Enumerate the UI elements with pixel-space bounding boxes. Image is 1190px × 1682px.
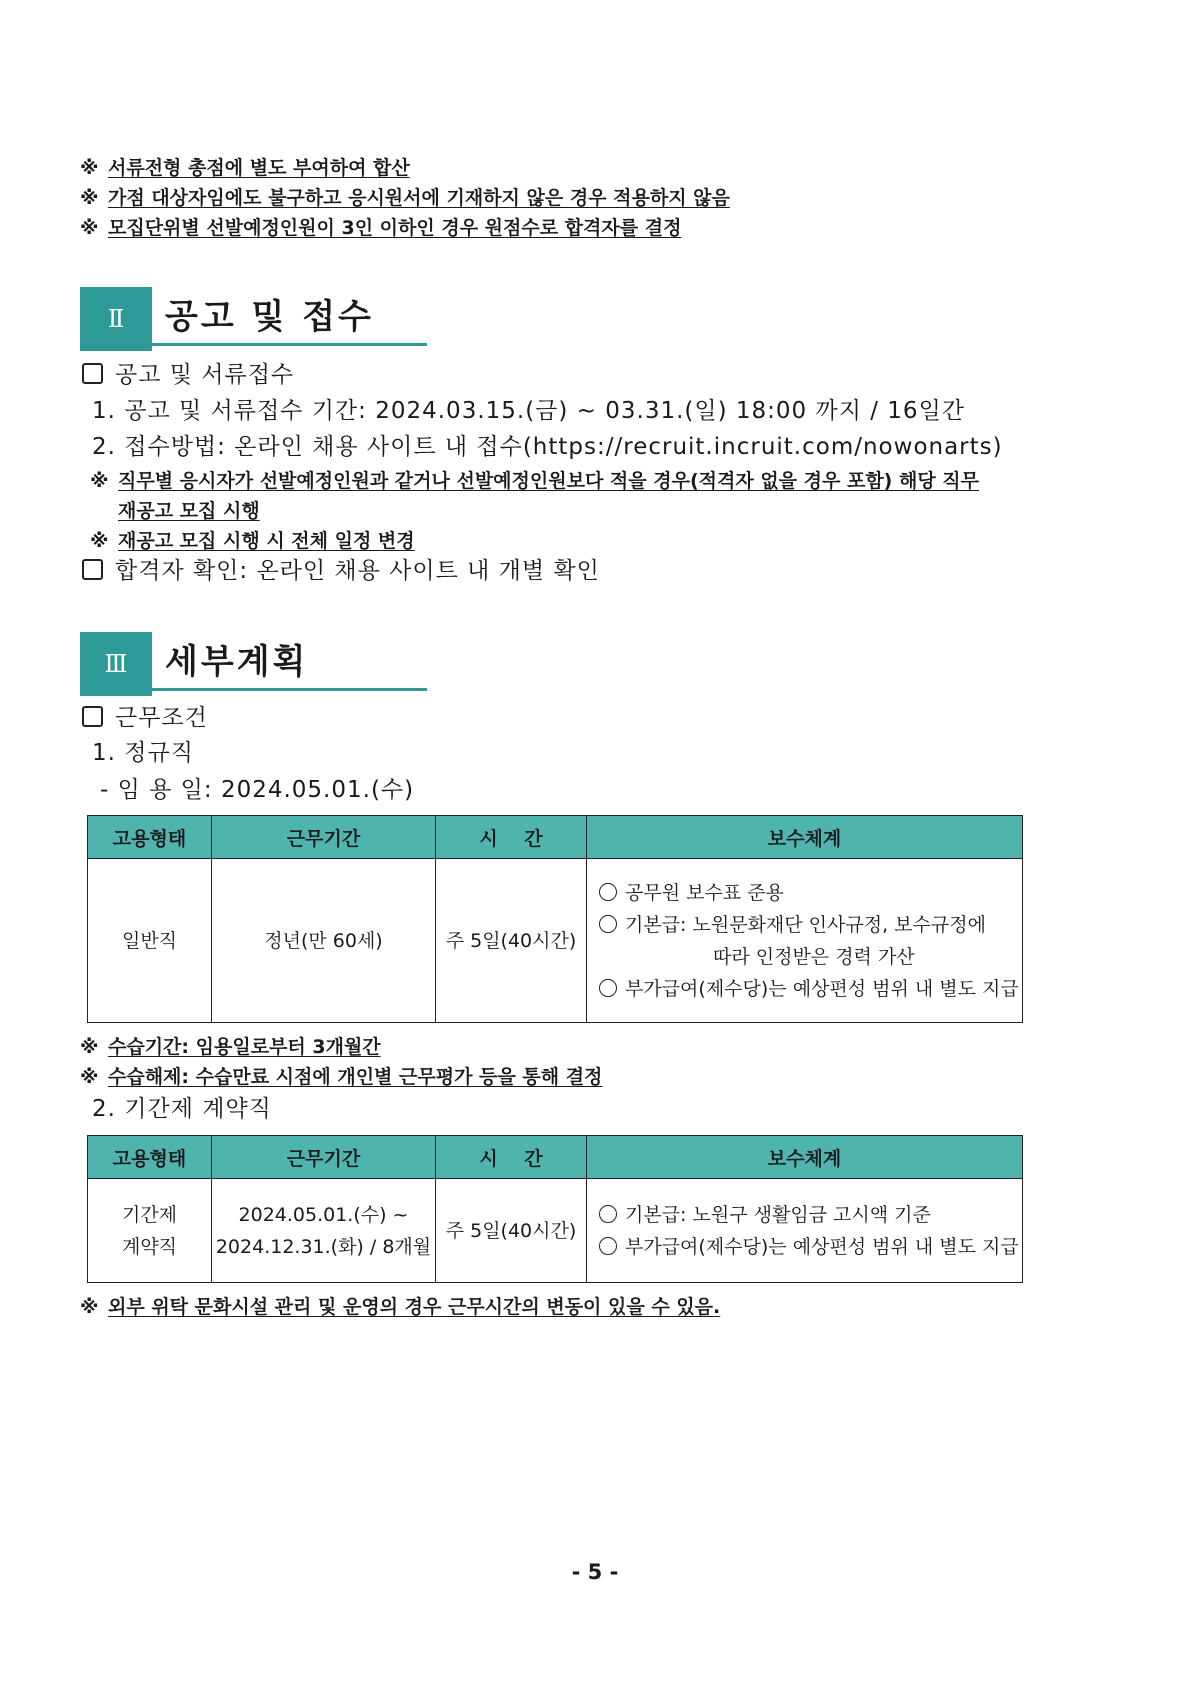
cell-employment-type: 기간제 계약직 <box>88 1179 212 1283</box>
announcement-period: 1. 공고 및 서류접수 기간: 2024.03.15.(금) ~ 03.31.(일) 18:00 까지 / 16일간 <box>92 398 966 424</box>
header-hours: 시 간 <box>436 816 587 859</box>
header-employment-type: 고용형태 <box>88 1136 212 1179</box>
cell-pay <box>587 1179 1023 1283</box>
cell-period: 2024.05.01.(수) ~ 2024.12.31.(화) / 8개월 <box>212 1179 436 1283</box>
circle-bullet-icon <box>599 915 617 933</box>
pay-line-continued: 따라 인정받은 경력 가산 <box>713 945 915 968</box>
header-hours: 시 간 <box>436 1136 587 1179</box>
appointment-date: - 임 용 일: 2024.05.01.(수) <box>100 777 415 803</box>
application-method: 2. 접수방법: 온라인 채용 사이트 내 접수(https://recruit.incruit.com/nowonarts) <box>92 434 1003 460</box>
header-period: 근무기간 <box>212 1136 436 1179</box>
reannouncement-note: ※ 직무별 응시자가 선발예정인원과 같거나 선발예정인원보다 적을 경우(적격자 없을 경우 포함) 해당 직무 <box>90 470 979 492</box>
note-text: 서류전형 총점에 별도 부여하여 합산 <box>108 157 410 179</box>
heading-announcement: 공고 및 서류접수 <box>82 360 294 390</box>
circle-bullet-icon <box>599 1237 617 1255</box>
circle-bullet-icon <box>599 1205 617 1223</box>
checkbox-square-icon <box>82 706 103 727</box>
section-2-underline <box>80 343 427 346</box>
section-2-number: Ⅱ <box>80 287 152 351</box>
section-3-number: Ⅲ <box>80 632 152 696</box>
header-pay: 보수체계 <box>587 1136 1023 1179</box>
cell-pay <box>587 859 1023 1023</box>
probation-release-note: ※ 수습해제: 수습만료 시점에 개인별 근무평가 등을 통해 결정 <box>80 1066 603 1088</box>
circle-bullet-icon <box>599 883 617 901</box>
pay-line: 기본급: 노원문화재단 인사규정, 보수규정에 <box>599 909 1021 941</box>
regular-employment-table <box>87 815 1023 1023</box>
reference-mark: ※ <box>80 157 99 179</box>
probation-note: ※ 수습기간: 임용일로부터 3개월간 <box>80 1036 381 1058</box>
table-header-row <box>88 816 1023 859</box>
cell-hours: 주 5일(40시간) <box>436 859 587 1023</box>
pay-line: 기본급: 노원구 생활임금 고시액 기준 <box>599 1199 1021 1231</box>
item-regular: 1. 정규직 <box>92 740 194 766</box>
checkbox-square-icon <box>82 363 103 384</box>
cell-period: 정년(만 60세) <box>212 859 436 1023</box>
schedule-change-note: ※ 재공고 모집 시행 시 전체 일정 변경 <box>90 530 415 552</box>
fixed-term-employment-table <box>87 1135 1023 1283</box>
circle-bullet-icon <box>599 979 617 997</box>
top-note-3 <box>80 215 681 241</box>
heading-work-conditions: 근무조건 <box>82 703 208 733</box>
pay-line: 부가급여(제수당)는 예상편성 범위 내 별도 지급 <box>599 973 1021 1005</box>
note-text: 모집단위별 선발예정인원이 3인 이하인 경우 원점수로 합격자를 결정 <box>108 217 682 239</box>
header-employment-type: 고용형태 <box>88 816 212 859</box>
final-note: ※ 외부 위탁 문화시설 관리 및 운영의 경우 근무시간의 변동이 있을 수 있음. <box>80 1296 721 1318</box>
cell-employment-type: 일반직 <box>88 859 212 1023</box>
header-period: 근무기간 <box>212 816 436 859</box>
section-2-title: 공고 및 접수 <box>165 297 374 337</box>
note-text: 가점 대상자임에도 불구하고 응시원서에 기재하지 않은 경우 적용하지 않음 <box>108 187 730 209</box>
top-note-1 <box>80 155 410 181</box>
reference-mark: ※ <box>80 187 99 209</box>
table-row <box>88 859 1023 1023</box>
page-number: - 5 - <box>571 1560 619 1584</box>
reannouncement-note-cont: 재공고 모집 시행 <box>118 500 260 522</box>
section-3-underline <box>80 688 427 691</box>
top-note-2 <box>80 185 730 211</box>
checkbox-square-icon <box>82 559 103 580</box>
pay-line: 공무원 보수표 준용 <box>599 877 1021 909</box>
section-3-title: 세부계획 <box>165 642 309 682</box>
pay-line: 부가급여(제수당)는 예상편성 범위 내 별도 지급 <box>599 1231 1021 1263</box>
table-row <box>88 1179 1023 1283</box>
header-pay: 보수체계 <box>587 816 1023 859</box>
item-fixed-term: 2. 기간제 계약직 <box>92 1096 272 1122</box>
heading-result-check: 합격자 확인: 온라인 채용 사이트 내 개별 확인 <box>82 556 600 586</box>
reference-mark: ※ <box>80 217 99 239</box>
cell-hours: 주 5일(40시간) <box>436 1179 587 1283</box>
table-header-row <box>88 1136 1023 1179</box>
